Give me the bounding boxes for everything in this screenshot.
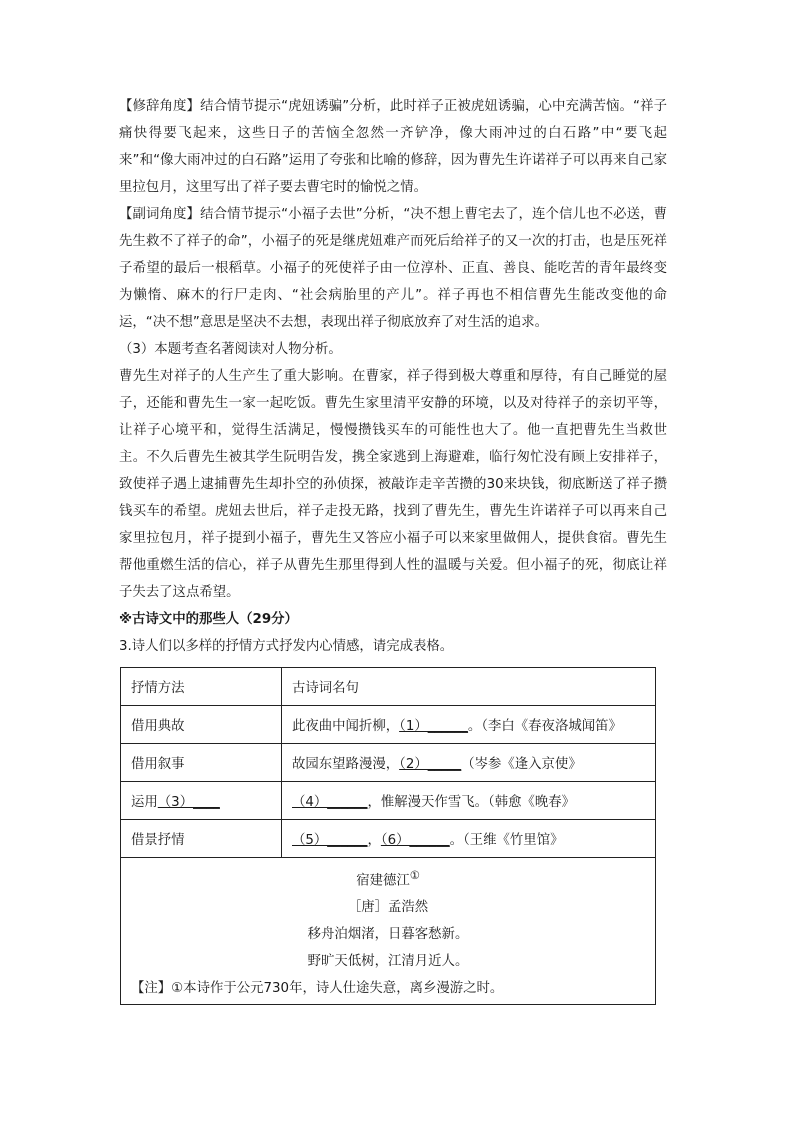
poem-author: ［唐］孟浩然 xyxy=(347,900,429,916)
poem-line: 移舟泊烟渚，日暮客愁新。 xyxy=(307,927,469,943)
sub-question-3: （3）本题考查名著阅读对人物分析。 xyxy=(119,342,342,357)
table-row xyxy=(121,744,656,782)
method-cell: 借用典故 xyxy=(121,706,282,744)
adverb-tag: 【副词角度】 xyxy=(119,207,201,222)
question-3: 3.诗人们以多样的抒情方式抒发内心情感，请完成表格。 xyxy=(119,639,454,654)
poem-line: 野旷天低树，江清月近人。 xyxy=(307,954,469,970)
table-row xyxy=(121,820,656,858)
lyric-methods-table xyxy=(120,667,656,1005)
analysis-block xyxy=(119,93,667,660)
answer-blank-4[interactable]: （4）______ xyxy=(292,795,368,810)
method-cell: 借用叙事 xyxy=(121,744,282,782)
answer-blank-3[interactable]: （3）____ xyxy=(157,795,220,810)
answer-blank-1[interactable]: （1）______ xyxy=(399,719,468,734)
table-header-row xyxy=(121,668,656,706)
answer-blank-6[interactable]: （6）______ xyxy=(380,833,450,848)
adverb-paragraph xyxy=(119,201,667,336)
method-cell: 运用（3）____ xyxy=(121,782,282,820)
rhetoric-paragraph xyxy=(119,93,667,201)
line-cell: （4）______，惟解漫天作雪飞。（韩愈《晚春》 xyxy=(282,782,656,820)
poem-block xyxy=(131,858,645,1004)
rhetoric-tag: 【修辞角度】 xyxy=(119,99,201,114)
line-cell: 故园东望路漫漫，（2）_____（岑参《逢入京使》 xyxy=(282,744,656,782)
character-analysis: 曹先生对祥子的人生产生了重大影响。在曹家，祥子得到极大尊重和厚待，有自己睡觉的屋子，还能和曹先生一家一起吃饭。曹先生家里清平安静的环境，以及对待祥子的亲切平等，让祥子心境平和，觉得生活满足，慢慢攒钱买车的可能性也大了。他一直把曹先生当救世主。不久后曹先生被其学生阮明告发，携全家逃到上海避难，临行匆忙没有顾上安排祥子，致使祥子遇上逮捕曹先生却扑空的孙侦探，被敲诈走辛苦攒的30来块钱，彻底断送了祥子攒钱买车的希望。虎妞去世后，祥子走投无路，找到了曹先生，曹先生许诺祥子可以再来自己家里拉包月，祥子提到小福子，曹先生又答应小福子可以来家里做佣人，提供食宿。曹先生帮他重燃生活的信心，祥子从曹先生那里得到人性的温暖与关爱。但小福子的死，彻底让祥子失去了这点希望。 xyxy=(119,369,667,600)
line-cell: 此夜曲中闻折柳，（1）______。（李白《春夜洛城闻笛》 xyxy=(282,706,656,744)
header-method: 抒情方法 xyxy=(121,668,282,706)
note-mark: ① xyxy=(409,869,420,882)
table-row xyxy=(121,782,656,820)
table-row xyxy=(121,706,656,744)
answer-blank-2[interactable]: （2）_____ xyxy=(399,757,462,772)
rhetoric-text: 结合情节提示“虎妞诱骗”分析，此时祥子正被虎妞诱骗，心中充满苦恼。“祥子痛快得要飞起来，这些日子的苦恼全忽然一齐铲净，像大雨冲过的白石路”中“要飞起来”和“像大雨冲过的白石路”运用了夸张和比喻的修辞，因为曹先生许诺祥子可以再来自己家里拉包月，这里写出了祥子要去曹宅时的愉悦之情。 xyxy=(119,99,668,195)
poem-cell xyxy=(121,858,656,1005)
header-lines: 古诗词名句 xyxy=(282,668,656,706)
poem-title: 宿建德江① xyxy=(356,869,420,889)
poem-row xyxy=(121,858,656,1005)
poem-note: 【注】①本诗作于公元730年，诗人仕途失意，离乡漫游之时。 xyxy=(131,981,504,997)
answer-blank-5[interactable]: （5）______ xyxy=(292,833,368,848)
adverb-text: 结合情节提示“小福子去世”分析，“决不想上曹宅去了，连个信儿也不必送，曹先生救不了祥子的命”，小福子的死是继虎妞难产而死后给祥子的又一次的打击，也是压死祥子希望的最后一根稻草。小福子的死使祥子由一位淳朴、正直、善良、能吃苦的青年最终变为懒惰、麻木的行尸走肉、“社会病胎里的产儿”。祥子再也不相信曹先生能改变他的命运，“决不想”意思是坚决不去想，表现出祥子彻底放弃了对生活的追求。 xyxy=(119,207,668,330)
method-cell: 借景抒情 xyxy=(121,820,282,858)
line-cell: （5）______，（6）______。（王维《竹里馆》 xyxy=(282,820,656,858)
section-title: ※古诗文中的那些人（29分） xyxy=(119,612,298,627)
